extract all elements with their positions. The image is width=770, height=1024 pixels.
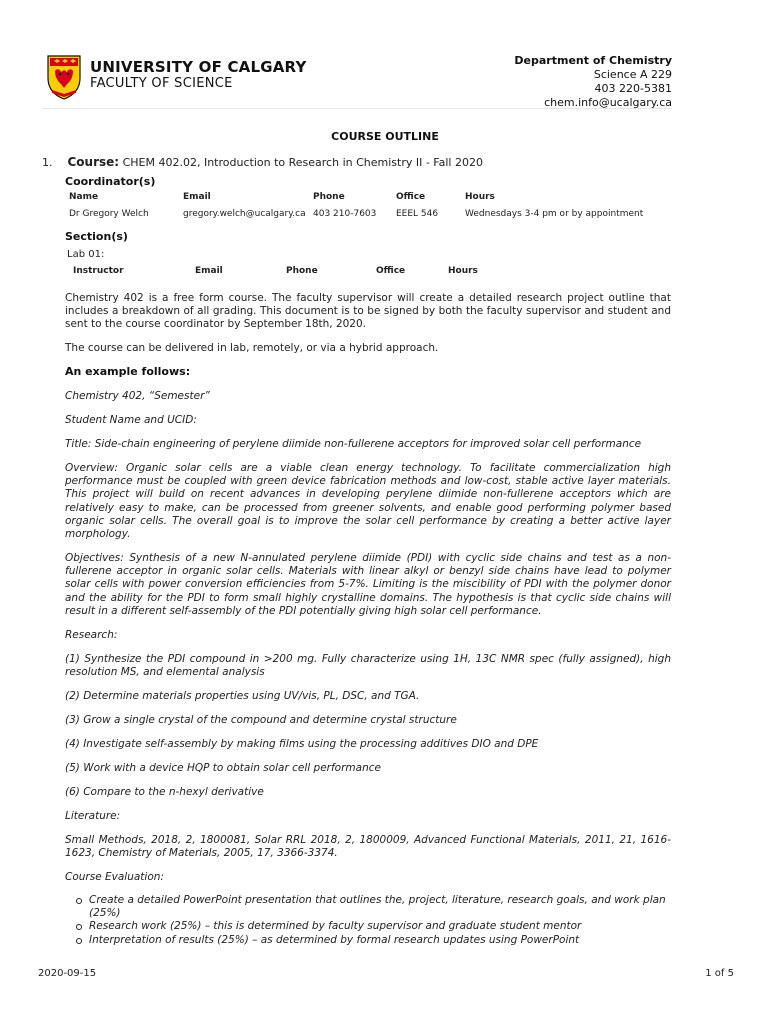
column-header: Office: [396, 192, 426, 202]
evaluation-list: [65, 894, 695, 947]
department-phone: 403 220-5381: [594, 82, 672, 95]
overview-paragraph: Overview: Organic solar cells are a viable clean energy technology. To facilitate commercialization high performance must be coupled with green device fabrication methods and low-cost, stable active layer materials. This project will build on recent advances in developing perylene diimide non-fullerene acceptors which are relatively easy to make, can be processed from greener solvents, and enable good performing polymer based organic solar cells. The overall goal is to improve the solar cell performance by creating a better active layer morphology.: [65, 462, 671, 541]
example-heading: An example follows:: [65, 365, 191, 378]
coordinators-heading: Coordinator(s): [65, 175, 156, 188]
literature-heading: Literature:: [65, 810, 121, 822]
student-line: Student Name and UCID:: [65, 414, 197, 426]
coordinator-hours: Wednesdays 3-4 pm or by appointment: [465, 209, 644, 219]
delivery-paragraph: The course can be delivered in lab, remotely, or via a hybrid approach.: [65, 342, 439, 354]
research-item: (2) Determine materials properties using UV/vis, PL, DSC, and TGA.: [65, 690, 420, 702]
research-heading: Research:: [65, 629, 118, 641]
column-header: Phone: [286, 266, 318, 276]
letterhead: [42, 50, 672, 109]
objectives-paragraph: Objectives: Synthesis of a new N-annulated perylene diimide (PDI) with cyclic side chains and test as a non-fullerene acceptor in organic solar cells. Materials with linear alkyl or benzyl side chains have lead to polymer solar cells with power conversion efficiencies from 5-7%. Limiting is the miscibility of PDI with the polymer donor and the ability for the PDI to form small highly crystalline domains. The hypothesis is that cyclic side chains will result in a different self-assembly of the PDI potentially giving high solar cell performance.: [65, 552, 671, 617]
course-value: CHEM 402.02, Introduction to Research in Chemistry II - Fall 2020: [122, 156, 483, 169]
document-title: COURSE OUTLINE: [331, 130, 439, 143]
research-item: (5) Work with a device HQP to obtain solar cell performance: [65, 762, 381, 774]
research-item: (6) Compare to the n-hexyl derivative: [65, 786, 264, 798]
footer-date: 2020-09-15: [38, 968, 97, 979]
department-address: Science A 229: [593, 68, 672, 81]
university-crest-logo: [46, 54, 82, 100]
faculty-name: FACULTY OF SCIENCE: [90, 76, 233, 91]
course-label: Course:: [67, 155, 120, 169]
coordinator-name: Dr Gregory Welch: [69, 209, 149, 219]
column-header: Hours: [465, 192, 495, 202]
page-number: 1 of 5: [705, 968, 734, 979]
column-header: Instructor: [73, 266, 124, 276]
research-item: (4) Investigate self-assembly by making films using the processing additives DIO and DPE: [65, 738, 539, 750]
column-header: Name: [69, 192, 99, 202]
research-item: (1) Synthesize the PDI compound in >200 mg. Fully characterize using 1H, 13C NMR spec (fully assigned), high resolution MS, and elemental analysis: [65, 653, 671, 679]
lab-label: Lab 01:: [67, 249, 105, 260]
coordinator-phone: 403 210-7603: [313, 209, 377, 219]
list-item: Research work (25%) – this is determined by faculty supervisor and graduate student mentor: [89, 920, 695, 933]
department-email: chem.info@ucalgary.ca: [544, 96, 672, 109]
literature-paragraph: Small Methods, 2018, 2, 1800081, Solar RRL 2018, 2, 1800009, Advanced Functional Materials, 2011, 21, 1616-1623, Chemistry of Materials, 2005, 17, 3366-3374.: [65, 834, 671, 860]
column-header: Office: [376, 266, 406, 276]
sections-table: [73, 266, 508, 276]
column-header: Phone: [313, 192, 345, 202]
column-header: Hours: [448, 266, 478, 276]
sections-heading: Section(s): [65, 230, 128, 243]
course-line: [42, 155, 483, 169]
department-contact: [514, 54, 672, 110]
table-header-row: [73, 266, 508, 276]
list-item: Interpretation of results (25%) – as determined by formal research updates using PowerPoint: [89, 934, 695, 947]
coordinators-table: [69, 191, 665, 220]
semester-line: Chemistry 402, “Semester”: [65, 390, 210, 402]
coordinator-office: EEEL 546: [396, 209, 439, 219]
column-header: Email: [195, 266, 223, 276]
list-item: Create a detailed PowerPoint presentation that outlines the, project, literature, research goals, and work plan (25%): [89, 894, 695, 920]
table-row: [69, 208, 665, 220]
research-item: (3) Grow a single crystal of the compound and determine crystal structure: [65, 714, 457, 726]
university-name: UNIVERSITY OF CALGARY: [90, 58, 307, 76]
project-title-line: Title: Side-chain engineering of perylene diimide non-fullerene acceptors for improved solar cell performance: [65, 438, 642, 450]
table-header-row: [69, 191, 665, 208]
evaluation-heading: Course Evaluation:: [65, 871, 164, 883]
coordinator-email: gregory.welch@ucalgary.ca: [183, 209, 306, 219]
column-header: Email: [183, 192, 211, 202]
section-number: 1.: [42, 156, 53, 169]
intro-paragraph: Chemistry 402 is a free form course. The faculty supervisor will create a detailed research project outline that includes a breakdown of all grading. This document is to be signed by both the faculty supervisor and student and sent to the course coordinator by September 18th, 2020.: [65, 292, 671, 331]
department-name: Department of Chemistry: [514, 54, 672, 67]
